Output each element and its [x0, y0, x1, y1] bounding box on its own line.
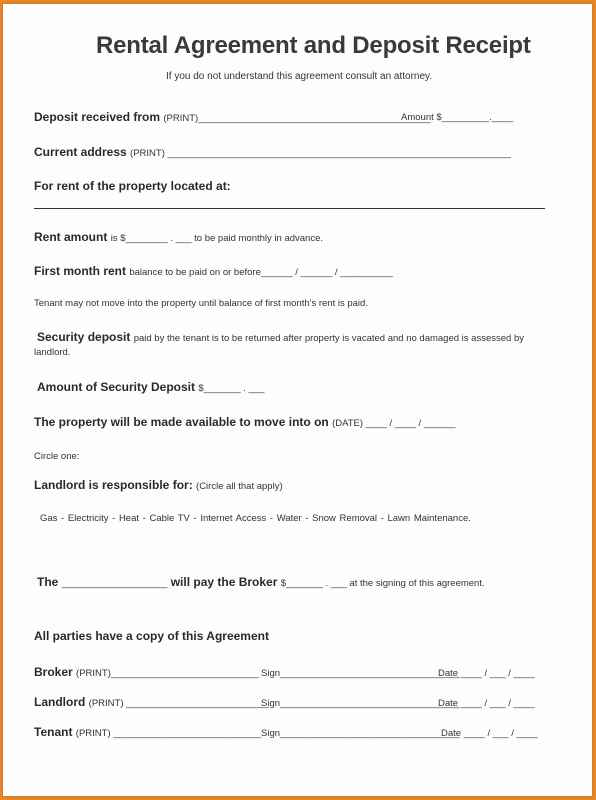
form-page — [3, 4, 592, 796]
tenant-note: Tenant may not move into the property until balance of first month's rent is paid. — [34, 298, 368, 309]
signature-row-tenant — [34, 725, 261, 739]
copies-label: All parties have a copy of this Agreement — [34, 629, 269, 643]
signature-role: Tenant — [34, 725, 73, 739]
first-month-row — [34, 264, 393, 278]
signature-print-field[interactable]: (PRINT)____________________________ — [76, 668, 259, 679]
address-print-field[interactable]: (PRINT) _________________________________________________________________ — [130, 148, 511, 159]
deposit-amount-field[interactable]: Amount $_________.____ — [401, 112, 513, 123]
signature-print-field[interactable]: (PRINT) ____________________________ — [75, 728, 262, 739]
signature-role: Landlord — [34, 695, 86, 709]
security-text: paid by the tenant is to be returned after property is vacated and no damaged is assessed by — [133, 333, 524, 344]
security-text-cont: landlord. — [34, 347, 71, 358]
utilities-options[interactable]: Gas - Electricity - Heat - Cable TV - Internet Access - Water - Snow Removal - Lawn Maintenance. — [40, 513, 471, 524]
first-month-field[interactable]: balance to be paid on or before______ / ______ / __________ — [129, 267, 393, 278]
signature-sign-field[interactable]: Sign__________________________________ — [261, 728, 460, 739]
signature-date-field[interactable]: Date ____ / ___ / ____ — [441, 728, 538, 739]
signature-sign-field[interactable]: Sign__________________________________ — [261, 668, 460, 679]
deposit-print-field[interactable]: (PRINT)____________________________________________ — [163, 113, 431, 124]
signature-sign-field[interactable]: Sign__________________________________ — [261, 698, 460, 709]
rent-field[interactable]: is $________ . ___ to be paid monthly in advance. — [110, 233, 324, 244]
signature-row-broker — [34, 665, 259, 679]
page-subtitle: If you do not understand this agreement consult an attorney. — [166, 71, 433, 82]
address-label: Current address — [34, 145, 127, 159]
property-address-line[interactable] — [34, 208, 545, 209]
broker-name-field[interactable]: ____________________ — [61, 578, 168, 589]
deposit-label: Deposit received from — [34, 110, 161, 124]
broker-amount-field[interactable]: $_______ . ___ at the signing of this agreement. — [280, 578, 485, 589]
amount-security-label: Amount of Security Deposit — [37, 380, 196, 394]
rent-label: Rent amount — [34, 230, 108, 244]
amount-security-row — [37, 380, 264, 394]
signature-print-field[interactable]: (PRINT) ___________________________ — [88, 698, 269, 709]
landlord-resp-row — [34, 478, 283, 492]
amount-security-field[interactable]: $_______ . ___ — [198, 383, 265, 394]
rent-row — [34, 230, 323, 244]
available-label: The property will be made available to move into on — [34, 415, 329, 429]
address-row — [34, 145, 511, 159]
signature-row-landlord — [34, 695, 269, 709]
page-title: Rental Agreement and Deposit Receipt — [96, 32, 531, 59]
landlord-resp-label: Landlord is responsible for: — [34, 478, 193, 492]
circle-one-label: Circle one: — [34, 451, 80, 462]
property-label: For rent of the property located at: — [34, 179, 231, 193]
available-date-field[interactable]: (DATE) ____ / ____ / ______ — [332, 418, 456, 429]
broker-the: The — [37, 575, 59, 589]
landlord-resp-hint: (Circle all that apply) — [196, 481, 283, 492]
security-row — [37, 330, 524, 344]
signature-date-field[interactable]: Date ____ / ___ / ____ — [438, 668, 535, 679]
signature-date-field[interactable]: Date ____ / ___ / ____ — [438, 698, 535, 709]
broker-will-pay: will pay the Broker — [170, 575, 278, 589]
deposit-row — [34, 110, 431, 124]
security-label: Security deposit — [37, 330, 131, 344]
broker-row — [37, 575, 485, 589]
first-month-label: First month rent — [34, 264, 126, 278]
available-row — [34, 415, 455, 429]
signature-role: Broker — [34, 665, 73, 679]
